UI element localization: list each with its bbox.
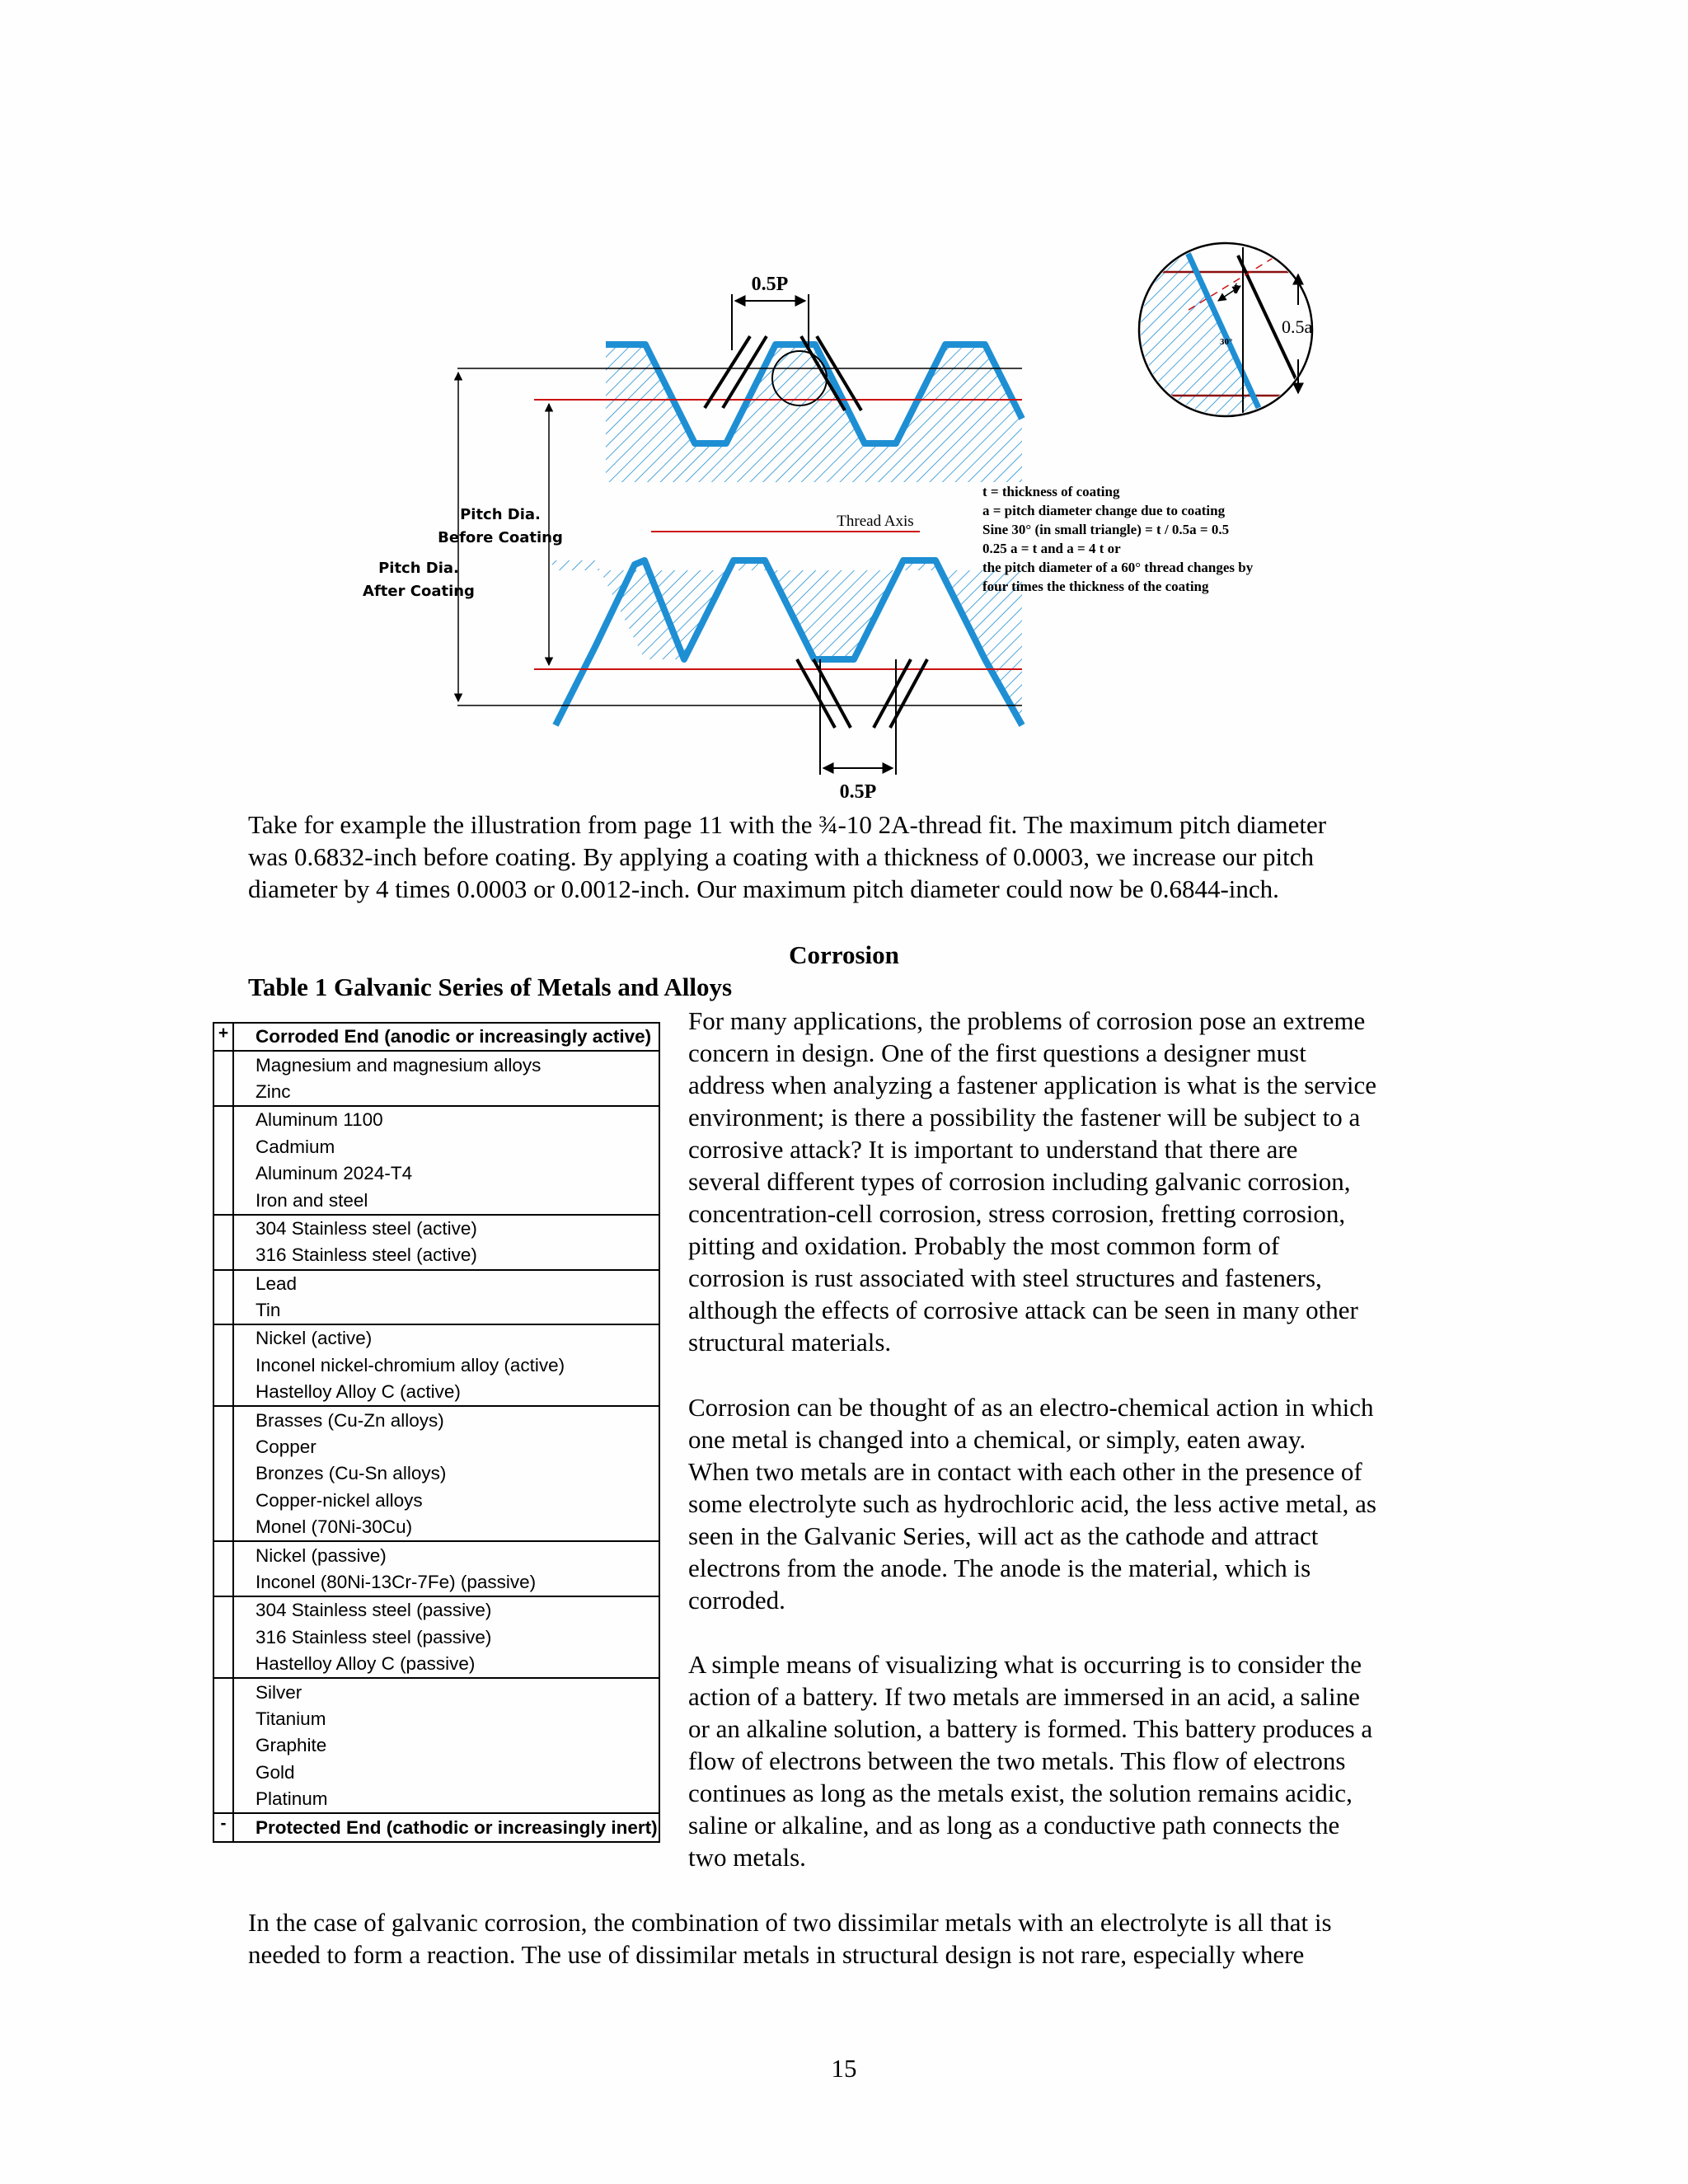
table-row: [213, 1215, 659, 1242]
polarity-symbol: [213, 1460, 233, 1487]
polarity-symbol: [213, 1541, 233, 1568]
metal-name: 316 Stainless steel (active): [256, 1244, 477, 1266]
metal-name: 304 Stainless steel (passive): [233, 1596, 659, 1624]
text-line: When two metals are in contact with each other in the presence of: [688, 1457, 1362, 1486]
table-row: [213, 1379, 659, 1406]
pitch-before-label-2: Before Coating: [438, 529, 563, 546]
text-line: one metal is changed into a chemical, or simply, eaten away.: [688, 1425, 1306, 1454]
text-line: pitting and oxidation. Probably the most common form of: [688, 1231, 1280, 1260]
polarity-symbol: [213, 1488, 233, 1514]
polarity-symbol: [213, 1051, 233, 1078]
intro-line: was 0.6832-inch before coating. By applying a coating with a thickness of 0.0003, we increase our pitch: [248, 842, 1315, 871]
thread-diagram: [354, 198, 1335, 804]
table-title: Table 1 Galvanic Series of Metals and Alloys: [248, 972, 733, 1001]
text-line: environment; is there a possibility the fastener will be subject to a: [688, 1103, 1361, 1132]
metal-name: Corroded End (anodic or increasingly active): [256, 1026, 652, 1047]
text-line: flow of electrons between the two metals. This flow of electrons: [688, 1746, 1346, 1775]
metal-name: Iron and steel: [256, 1189, 368, 1211]
intro-paragraph: [248, 808, 1326, 905]
polarity-symbol: [213, 1270, 233, 1297]
metal-name: Graphite: [256, 1735, 327, 1756]
table-row: [213, 1187, 659, 1214]
table-row: [213, 1651, 659, 1678]
text-line: structural materials.: [688, 1328, 892, 1357]
table-row: [213, 1352, 659, 1379]
polarity-symbol: [213, 1242, 233, 1269]
metal-name: Hastelloy Alloy C (passive): [256, 1653, 476, 1675]
text-line: address when analyzing a fastener application is what is the service: [688, 1071, 1376, 1099]
metal-name: 316 Stainless steel (passive): [256, 1626, 492, 1647]
polarity-symbol: [213, 1379, 233, 1406]
polarity-symbol: [213, 1624, 233, 1651]
table-row: [213, 1678, 659, 1705]
polarity-symbol: [213, 1678, 233, 1705]
text-line: needed to form a reaction. The use of dissimilar metals in structural design is not rare, especially where: [248, 1940, 1305, 1969]
metal-name: Aluminum 2024-T4: [256, 1163, 413, 1184]
text-line: or an alkaline solution, a battery is formed. This battery produces a: [688, 1714, 1373, 1743]
metal-name: Copper-nickel alloys: [256, 1489, 423, 1511]
metal-name: 304 Stainless steel (active): [233, 1215, 659, 1242]
table-row: [213, 1160, 659, 1187]
text-line: corroded.: [688, 1586, 785, 1615]
zoom-half-a-label: 0.5a: [1282, 316, 1313, 337]
text-line: corrosion is rust associated with steel structures and fasteners,: [688, 1263, 1322, 1292]
metal-name: Inconel nickel-chromium alloy (active): [256, 1354, 565, 1376]
table-row: [213, 1324, 659, 1352]
text-line: In the case of galvanic corrosion, the combination of two dissimilar metals with an electrolyte is all that is: [248, 1908, 1332, 1937]
page-number: 15: [831, 2054, 857, 2083]
metal-name: Aluminum 1100: [233, 1106, 659, 1133]
table-row: [213, 1514, 659, 1541]
table-row: [213, 1434, 659, 1460]
metal-name: Copper: [256, 1436, 316, 1458]
text-line: two metals.: [688, 1843, 806, 1872]
polarity-symbol: [213, 1651, 233, 1678]
polarity-symbol: [213, 1106, 233, 1133]
corrosion-paragraph-1: [688, 1005, 1376, 1358]
text-line: action of a battery. If two metals are immersed in an acid, a saline: [688, 1682, 1360, 1711]
polarity-symbol: [213, 1079, 233, 1106]
metal-name: Nickel (passive): [233, 1541, 659, 1568]
note-line: a = pitch diameter change due to coating: [982, 503, 1226, 518]
text-line: A simple means of visualizing what is occurring is to consider the: [688, 1650, 1362, 1679]
table-row: [213, 1813, 659, 1841]
polarity-symbol: [213, 1297, 233, 1324]
polarity-symbol: [213, 1706, 233, 1732]
text-line: Corrosion can be thought of as an electro-chemical action in which: [688, 1393, 1374, 1422]
corrosion-paragraph-2: [688, 1391, 1376, 1616]
note-line: t = thickness of coating: [982, 484, 1120, 499]
table-row: [213, 1760, 659, 1786]
polarity-symbol: [213, 1596, 233, 1624]
metal-name: Gold: [256, 1761, 295, 1783]
metal-name: Protected End (cathodic or increasingly inert): [233, 1813, 659, 1841]
text-line: although the effects of corrosive attack can be seen in many other: [688, 1296, 1358, 1324]
text-line: concentration-cell corrosion, stress corrosion, fretting corrosion,: [688, 1199, 1346, 1228]
text-line: electrons from the anode. The anode is the material, which is: [688, 1554, 1311, 1582]
polarity-symbol: [213, 1324, 233, 1352]
section-heading: Corrosion: [789, 940, 899, 969]
bottom-pitch-label: 0.5P: [839, 781, 877, 803]
polarity-symbol: [213, 1160, 233, 1187]
text-line: saline or alkaline, and as long as a conductive path connects the: [688, 1811, 1340, 1840]
note-line: four times the thickness of the coating: [982, 579, 1209, 594]
figure-notes: [982, 484, 1254, 594]
table-row: [213, 1624, 659, 1651]
top-thread-hatch: [606, 344, 1022, 482]
table-row: [213, 1569, 659, 1596]
zoom-detail: [1113, 235, 1335, 445]
metal-name: Inconel (80Ni-13Cr-7Fe) (passive): [256, 1572, 537, 1592]
pitch-after-label-1: Pitch Dia.: [378, 560, 459, 577]
polarity-symbol: [213, 1732, 233, 1759]
metal-name: Titanium: [256, 1708, 326, 1729]
metal-name: Monel (70Ni-30Cu): [256, 1516, 413, 1538]
metal-name: Cadmium: [256, 1136, 335, 1157]
metal-name: Nickel (active): [233, 1324, 659, 1352]
metal-name: Magnesium and magnesium alloys: [233, 1051, 659, 1078]
table-row: [213, 1134, 659, 1160]
note-line: 0.25 a = t and a = 4 t or: [982, 541, 1121, 556]
polarity-symbol: [213, 1569, 233, 1596]
polarity-symbol: [213, 1187, 233, 1214]
metal-name: Silver: [233, 1678, 659, 1705]
text-line: corrosive attack? It is important to understand that there are: [688, 1135, 1298, 1164]
metal-name: Zinc: [256, 1080, 291, 1102]
closing-paragraph: [248, 1906, 1332, 1971]
metal-name: Lead: [233, 1270, 659, 1297]
polarity-symbol: [213, 1786, 233, 1813]
zoom-angle-label: 30°: [1220, 337, 1233, 347]
polarity-symbol: [213, 1215, 233, 1242]
polarity-symbol: -: [213, 1813, 233, 1841]
polarity-symbol: [213, 1434, 233, 1460]
intro-line: Take for example the illustration from page 11 with the ¾-10 2A-thread fit. The maximum pitch diameter: [248, 810, 1327, 839]
text-line: concern in design. One of the first questions a designer must: [688, 1038, 1306, 1067]
pitch-after-label-2: After Coating: [363, 583, 475, 600]
metal-name: Bronzes (Cu-Sn alloys): [256, 1463, 447, 1484]
polarity-symbol: [213, 1514, 233, 1541]
intro-line: diameter by 4 times 0.0003 or 0.0012-inch. Our maximum pitch diameter could now be 0.6844-inch.: [248, 874, 1279, 903]
metal-name: Platinum: [256, 1788, 328, 1810]
text-line: some electrolyte such as hydrochloric acid, the less active metal, as: [688, 1489, 1376, 1518]
galvanic-series-table: [213, 1022, 660, 1843]
thread-coating-figure: [354, 198, 1335, 804]
table-row: [213, 1541, 659, 1568]
note-line: Sine 30° (in small triangle) = t / 0.5a = 0.5: [982, 522, 1230, 537]
table-row: [213, 1023, 659, 1051]
table-row: [213, 1732, 659, 1759]
pitch-before-label-1: Pitch Dia.: [460, 506, 541, 523]
text-line: For many applications, the problems of corrosion pose an extreme: [688, 1006, 1366, 1035]
table-row: [213, 1270, 659, 1297]
table-row: [213, 1488, 659, 1514]
polarity-symbol: +: [213, 1023, 233, 1051]
thread-axis-label: Thread Axis: [837, 513, 914, 530]
corrosion-paragraph-3: [688, 1648, 1372, 1873]
polarity-symbol: [213, 1134, 233, 1160]
zoom-t-label: t: [1233, 277, 1239, 298]
table-row: [213, 1460, 659, 1487]
table-row: [213, 1079, 659, 1106]
text-line: continues as long as the metals exist, the solution remains acidic,: [688, 1779, 1353, 1807]
polarity-symbol: [213, 1406, 233, 1433]
metal-name: Brasses (Cu-Zn alloys): [233, 1406, 659, 1433]
metal-name: Tin: [256, 1300, 281, 1321]
table-row: [213, 1596, 659, 1624]
table-row: [213, 1242, 659, 1269]
table-row: [213, 1706, 659, 1732]
metal-name: Hastelloy Alloy C (active): [256, 1381, 461, 1403]
note-line: the pitch diameter of a 60° thread changes by: [982, 560, 1254, 575]
text-line: seen in the Galvanic Series, will act as the cathode and attract: [688, 1521, 1319, 1550]
table-row: [213, 1106, 659, 1133]
polarity-symbol: [213, 1760, 233, 1786]
top-pitch-label: 0.5P: [751, 274, 789, 295]
table-row: [213, 1297, 659, 1324]
table-row: [213, 1051, 659, 1078]
polarity-symbol: [213, 1352, 233, 1379]
table-row: [213, 1786, 659, 1813]
text-line: several different types of corrosion including galvanic corrosion,: [688, 1167, 1351, 1196]
table-row: [213, 1406, 659, 1433]
